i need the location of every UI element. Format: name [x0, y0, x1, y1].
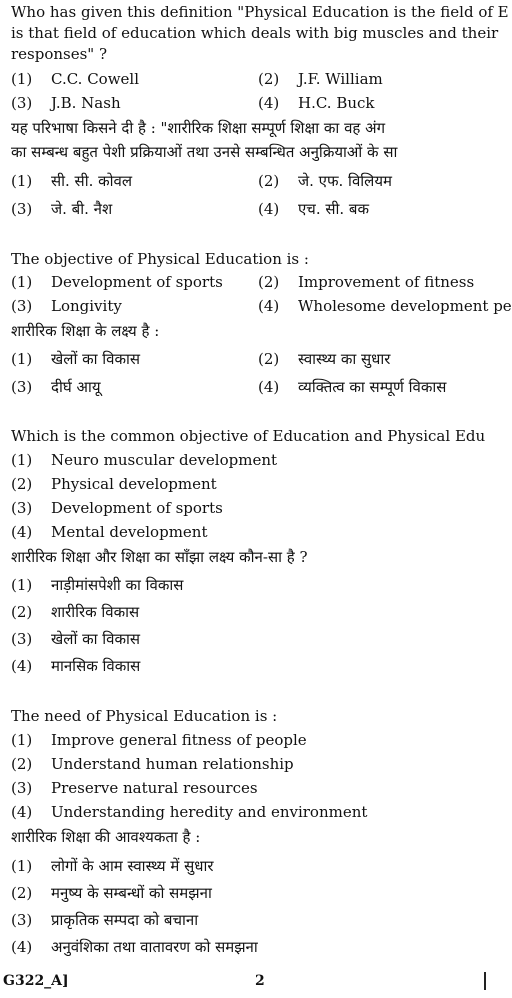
option-text: जे. बी. नैश	[51, 200, 113, 218]
option-text: प्राकृतिक सम्पदा को बचाना	[51, 911, 199, 929]
option-number: (1)	[11, 576, 33, 594]
option-text: दीर्घ आयू	[51, 378, 101, 396]
q2-option-1	[11, 273, 223, 293]
q3-option-2	[11, 475, 217, 495]
option-text: खेलों का विकास	[51, 350, 141, 368]
q2-hindi-option-4	[258, 378, 446, 398]
option-number: (2)	[11, 475, 33, 493]
option-number: (1)	[11, 857, 33, 875]
q3-question: Which is the common objective of Education and Physical Edu	[11, 427, 486, 445]
q4-hindi-question: शारीरिक शिक्षा की आवश्यकता है :	[11, 828, 201, 846]
option-text: सी. सी. कोवल	[51, 172, 133, 190]
option-text: Longivity	[51, 297, 122, 315]
option-number: (4)	[258, 200, 280, 218]
option-text: Improve general fitness of people	[51, 731, 307, 749]
q1-text-line-1: Who has given this definition "Physical Education is the field of E	[11, 3, 509, 21]
option-text: नाड़ीमांसपेशी का विकास	[51, 576, 184, 594]
q2-hindi-option-3	[11, 378, 101, 398]
option-text: अनुवंशिका तथा वातावरण को समझना	[51, 938, 258, 956]
q2-hindi-option-2	[258, 350, 390, 370]
q2-option-2	[258, 273, 474, 293]
q1-option-4	[258, 94, 375, 114]
option-text: J.B. Nash	[51, 94, 121, 112]
q2-option-3	[11, 297, 122, 317]
option-number: (1)	[11, 172, 33, 190]
option-number: (4)	[11, 523, 33, 541]
q2-option-4	[258, 297, 512, 317]
option-text: Neuro muscular development	[51, 451, 278, 469]
option-text: C.C. Cowell	[51, 70, 140, 88]
option-number: (2)	[11, 884, 33, 902]
option-number: (4)	[258, 297, 280, 315]
option-text: Wholesome development pe	[298, 297, 512, 315]
q4-hindi-option-2	[11, 884, 212, 904]
option-number: (4)	[258, 94, 280, 112]
q4-hindi-option-4	[11, 938, 258, 958]
option-number: (2)	[258, 172, 280, 190]
q4-hindi-option-3	[11, 911, 198, 931]
option-number: (4)	[258, 378, 280, 396]
option-text: Understanding heredity and environment	[51, 803, 368, 821]
option-number: (4)	[11, 803, 33, 821]
q3-option-1	[11, 451, 277, 471]
q1-option-1	[11, 70, 139, 90]
q4-option-2	[11, 755, 294, 775]
option-text: Preserve natural resources	[51, 779, 258, 797]
q4-hindi-option-1	[11, 857, 214, 877]
option-text: Mental development	[51, 523, 208, 541]
q3-hindi-option-2	[11, 603, 139, 623]
q1-text-line-3: responses" ?	[11, 45, 108, 63]
footer-code: G322_A]	[3, 973, 69, 989]
q2-hindi-question: शारीरिक शिक्षा के लक्ष्य है :	[11, 322, 160, 340]
page-edge-mark	[484, 972, 486, 990]
option-number: (3)	[11, 911, 33, 929]
option-text: शारीरिक विकास	[51, 603, 140, 621]
q3-hindi-question: शारीरिक शिक्षा और शिक्षा का साँझा लक्ष्य कौन-सा है ?	[11, 548, 308, 566]
option-number: (3)	[11, 200, 33, 218]
q1-option-3	[11, 94, 121, 114]
q4-option-1	[11, 731, 307, 751]
option-number: (1)	[11, 273, 33, 291]
q1-hindi-option-4	[258, 200, 369, 220]
q2-hindi-option-1	[11, 350, 140, 370]
option-number: (1)	[11, 70, 33, 88]
option-text: मनुष्य के सम्बन्धों को समझना	[51, 884, 212, 902]
option-text: व्यक्तित्व का सम्पूर्ण विकास	[298, 378, 447, 396]
option-text: Development of sports	[51, 499, 223, 517]
q1-hindi-option-2	[258, 172, 392, 192]
option-number: (2)	[258, 70, 280, 88]
q3-option-3	[11, 499, 223, 519]
option-text: एच. सी. बक	[298, 200, 370, 218]
option-number: (3)	[11, 297, 33, 315]
q3-hindi-option-4	[11, 657, 140, 677]
option-number: (1)	[11, 451, 33, 469]
option-text: J.F. William	[298, 70, 383, 88]
option-text: Understand human relationship	[51, 755, 294, 773]
q1-text-line-2: is that field of education which deals with big muscles and their	[11, 24, 499, 42]
page-number: 2	[255, 973, 265, 989]
option-text: Physical development	[51, 475, 217, 493]
q3-hindi-option-3	[11, 630, 140, 650]
option-number: (1)	[11, 350, 33, 368]
option-number: (2)	[11, 603, 33, 621]
q4-question: The need of Physical Education is :	[11, 707, 278, 725]
option-text: स्वास्थ्य का सुधार	[298, 350, 391, 368]
q1-hindi-line-1: यह परिभाषा किसने दी है : "शारीरिक शिक्षा सम्पूर्ण शिक्षा का वह अंग	[11, 119, 386, 137]
q4-option-3	[11, 779, 258, 799]
option-number: (3)	[11, 499, 33, 517]
option-text: मानसिक विकास	[51, 657, 141, 675]
q3-option-4	[11, 523, 207, 543]
q3-hindi-option-1	[11, 576, 183, 596]
q4-option-4	[11, 803, 367, 823]
option-number: (4)	[11, 657, 33, 675]
option-text: H.C. Buck	[298, 94, 375, 112]
option-text: लोगों के आम स्वास्थ्य में सुधार	[51, 857, 214, 875]
option-number: (3)	[11, 630, 33, 648]
q1-hindi-option-1	[11, 172, 132, 192]
option-number: (3)	[11, 94, 33, 112]
option-number: (2)	[258, 350, 280, 368]
q1-hindi-option-3	[11, 200, 112, 220]
option-text: खेलों का विकास	[51, 630, 141, 648]
option-number: (1)	[11, 731, 33, 749]
option-number: (3)	[11, 378, 33, 396]
q1-hindi-line-2: का सम्बन्ध बहुत पेशी प्रक्रियाओं तथा उनसे सम्बन्धित अनुक्रियाओं के सा	[11, 143, 398, 161]
option-text: जे. एफ. विलियम	[298, 172, 393, 190]
option-number: (2)	[11, 755, 33, 773]
q2-question: The objective of Physical Education is :	[11, 250, 309, 268]
option-text: Development of sports	[51, 273, 223, 291]
option-number: (2)	[258, 273, 280, 291]
option-text: Improvement of fitness	[298, 273, 475, 291]
q1-option-2	[258, 70, 383, 90]
option-number: (4)	[11, 938, 33, 956]
option-number: (3)	[11, 779, 33, 797]
